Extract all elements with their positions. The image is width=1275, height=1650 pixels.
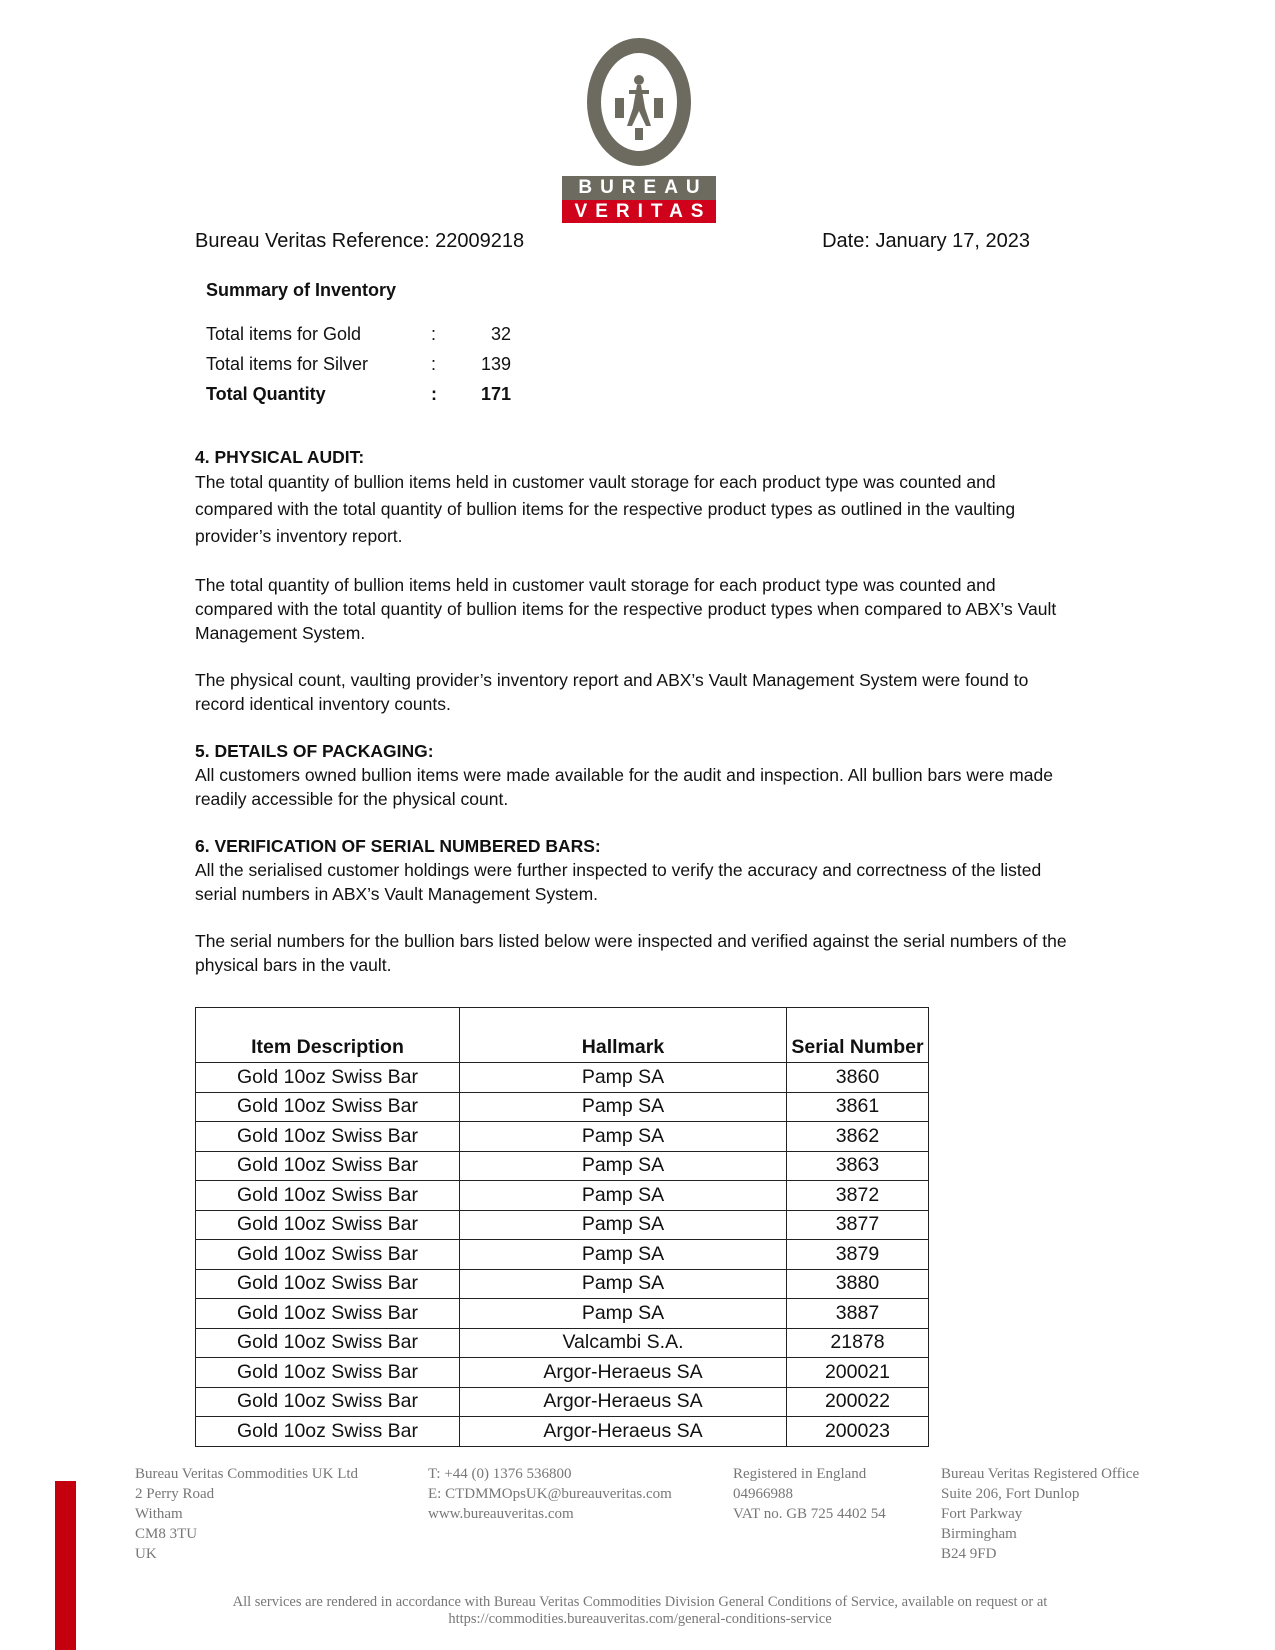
- cell-item-description: Gold 10oz Swiss Bar: [196, 1328, 460, 1358]
- cell-hallmark: Argor-Heraeus SA: [460, 1417, 787, 1447]
- cell-hallmark: Pamp SA: [460, 1151, 787, 1181]
- cell-hallmark: Pamp SA: [460, 1063, 787, 1093]
- footer-contact: [428, 1464, 672, 1524]
- section-heading-packaging: 5. DETAILS OF PACKAGING:: [195, 741, 434, 761]
- summary-label: Total items for Gold: [206, 323, 362, 344]
- table-row: [196, 1299, 929, 1329]
- footer-disclaimer: [180, 1594, 1100, 1628]
- summary-label: Total Quantity: [206, 383, 326, 404]
- table-row: [196, 1358, 929, 1388]
- cell-hallmark: Argor-Heraeus SA: [460, 1358, 787, 1388]
- footer-email: E: CTDMMOpsUK@bureauveritas.com: [428, 1486, 672, 1502]
- footer-line: CM8 3TU: [135, 1526, 198, 1542]
- report-date: Date: January 17, 2023: [822, 230, 1030, 252]
- reference-number: Bureau Veritas Reference: 22009218: [195, 230, 525, 252]
- table-row: [196, 1387, 929, 1417]
- summary-value: 32: [490, 323, 511, 344]
- summary-value: 171: [480, 383, 511, 404]
- footer-line: Birmingham: [941, 1526, 1017, 1542]
- cell-serial-number: 3862: [787, 1122, 929, 1152]
- cell-hallmark: Pamp SA: [460, 1210, 787, 1240]
- section-heading-serial-verification: 6. VERIFICATION OF SERIAL NUMBERED BARS:: [195, 836, 601, 856]
- footer-phone: T: +44 (0) 1376 536800: [428, 1466, 572, 1482]
- column-header-item-description: Item Description: [196, 1008, 460, 1063]
- summary-value: 139: [480, 353, 511, 374]
- cell-item-description: Gold 10oz Swiss Bar: [196, 1151, 460, 1181]
- cell-hallmark: Pamp SA: [460, 1299, 787, 1329]
- footer-line: B24 9FD: [941, 1546, 997, 1562]
- cell-serial-number: 3877: [787, 1210, 929, 1240]
- table-header-row: [196, 1008, 929, 1063]
- footer-company-address: [135, 1464, 358, 1564]
- table-row: [196, 1240, 929, 1270]
- summary-label: Total items for Silver: [206, 353, 369, 374]
- paragraph: All the serialised customer holdings were further inspected to verify the accuracy and correctness of the listed serial numbers in ABX’s Vault Management System.: [195, 860, 1042, 904]
- table-row: [196, 1417, 929, 1447]
- paragraph: All customers owned bullion items were made available for the audit and inspection. All bullion bars were made readily accessible for the physical count.: [195, 765, 1053, 809]
- reference-line: [195, 230, 1030, 253]
- cell-serial-number: 200021: [787, 1358, 929, 1388]
- section-heading-physical-audit: 4. PHYSICAL AUDIT:: [195, 447, 365, 467]
- cell-item-description: Gold 10oz Swiss Bar: [196, 1181, 460, 1211]
- table-row: [196, 1063, 929, 1093]
- table-row: [196, 1181, 929, 1211]
- cell-hallmark: Pamp SA: [460, 1269, 787, 1299]
- summary-separator: :: [431, 383, 437, 404]
- footer-line: Witham: [135, 1506, 183, 1522]
- disclaimer-text: All services are rendered in accordance with Bureau Veritas Commodities Division General Conditions of Service, available on request or at: [232, 1594, 1048, 1610]
- cell-hallmark: Pamp SA: [460, 1240, 787, 1270]
- cell-hallmark: Valcambi S.A.: [460, 1328, 787, 1358]
- cell-serial-number: 3872: [787, 1181, 929, 1211]
- table-body: [196, 1063, 929, 1447]
- cell-item-description: Gold 10oz Swiss Bar: [196, 1358, 460, 1388]
- cell-item-description: Gold 10oz Swiss Bar: [196, 1417, 460, 1447]
- cell-item-description: Gold 10oz Swiss Bar: [196, 1122, 460, 1152]
- summary-row-total: [206, 379, 511, 409]
- cell-item-description: Gold 10oz Swiss Bar: [196, 1063, 460, 1093]
- table-row: [196, 1328, 929, 1358]
- paragraph: The total quantity of bullion items held in customer vault storage for each product type was counted and compared with the total quantity of bullion items for the respective product types as outlined in the vaulting provider’s inventory report.: [195, 472, 1016, 546]
- table-row: [196, 1151, 929, 1181]
- table-row: [196, 1269, 929, 1299]
- cell-serial-number: 3880: [787, 1269, 929, 1299]
- footer-line: VAT no. GB 725 4402 54: [733, 1506, 886, 1522]
- cell-item-description: Gold 10oz Swiss Bar: [196, 1299, 460, 1329]
- summary-row-gold: [206, 319, 511, 349]
- logo-word-bureau: BUREAU: [562, 176, 716, 200]
- cell-item-description: Gold 10oz Swiss Bar: [196, 1269, 460, 1299]
- cell-serial-number: 3861: [787, 1092, 929, 1122]
- cell-serial-number: 21878: [787, 1328, 929, 1358]
- cell-item-description: Gold 10oz Swiss Bar: [196, 1092, 460, 1122]
- table-row: [196, 1122, 929, 1152]
- cell-hallmark: Pamp SA: [460, 1181, 787, 1211]
- table-row: [196, 1210, 929, 1240]
- cell-item-description: Gold 10oz Swiss Bar: [196, 1210, 460, 1240]
- summary-separator: :: [431, 353, 437, 374]
- cell-item-description: Gold 10oz Swiss Bar: [196, 1387, 460, 1417]
- cell-serial-number: 200023: [787, 1417, 929, 1447]
- summary-row-silver: [206, 349, 511, 379]
- footer-line: UK: [135, 1546, 157, 1562]
- cell-serial-number: 3863: [787, 1151, 929, 1181]
- disclaimer-link: https://commodities.bureauveritas.com/general-conditions-service: [448, 1611, 832, 1627]
- report-body: [195, 445, 1075, 977]
- footer-line: 2 Perry Road: [135, 1486, 215, 1502]
- footer-line: 04966988: [733, 1486, 793, 1502]
- column-header-serial-number: Serial Number: [787, 1008, 929, 1063]
- cell-item-description: Gold 10oz Swiss Bar: [196, 1240, 460, 1270]
- cell-serial-number: 3887: [787, 1299, 929, 1329]
- logo-wordmark: [562, 176, 716, 223]
- footer-line: Bureau Veritas Commodities UK Ltd: [135, 1466, 359, 1482]
- paragraph: The total quantity of bullion items held in customer vault storage for each product type was counted and compared with the total quantity of bullion items for the respective product types when compared to ABX’s Vault Management System.: [195, 575, 1057, 643]
- cell-hallmark: Argor-Heraeus SA: [460, 1387, 787, 1417]
- footer-registration: [733, 1464, 886, 1524]
- cell-serial-number: 3860: [787, 1063, 929, 1093]
- cell-hallmark: Pamp SA: [460, 1092, 787, 1122]
- cell-serial-number: 3879: [787, 1240, 929, 1270]
- bureau-veritas-logo: [560, 36, 718, 223]
- footer-website: www.bureauveritas.com: [428, 1506, 574, 1522]
- bureau-veritas-seal-icon: [585, 36, 693, 168]
- footer-line: Suite 206, Fort Dunlop: [941, 1486, 1080, 1502]
- footer-registered-office: [941, 1464, 1139, 1564]
- footer-accent-bar: [55, 1481, 76, 1650]
- footer-line: Bureau Veritas Registered Office: [941, 1466, 1140, 1482]
- logo-word-veritas: VERITAS: [562, 200, 716, 223]
- summary-title: Summary of Inventory: [206, 280, 397, 300]
- table-row: [196, 1092, 929, 1122]
- summary-separator: :: [431, 323, 437, 344]
- paragraph: The physical count, vaulting provider’s inventory report and ABX’s Vault Management System were found to record identical inventory counts.: [195, 670, 1029, 714]
- footer-line: Registered in England: [733, 1466, 867, 1482]
- cell-serial-number: 200022: [787, 1387, 929, 1417]
- cell-hallmark: Pamp SA: [460, 1122, 787, 1152]
- serial-bars-table: [195, 1007, 929, 1447]
- paragraph: The serial numbers for the bullion bars listed below were inspected and verified against the serial numbers of the physical bars in the vault.: [195, 931, 1067, 975]
- column-header-hallmark: Hallmark: [460, 1008, 787, 1063]
- footer-line: Fort Parkway: [941, 1506, 1023, 1522]
- inventory-summary: [206, 280, 511, 409]
